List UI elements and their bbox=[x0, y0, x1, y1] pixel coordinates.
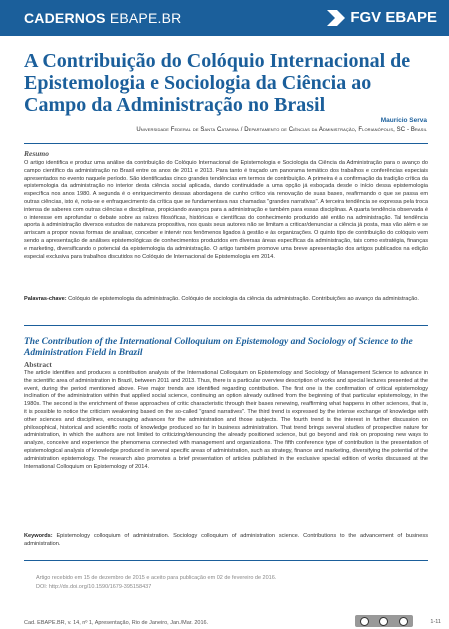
received-date: Artigo recebido em 15 de dezembro de 2015 e aceito para publicação em 02 de fevereiro de 2016. bbox=[36, 575, 277, 581]
english-title: The Contribution of the International Colloquium on Epistemology and Sociology of Science to the Administration Field in Brazil bbox=[24, 337, 413, 358]
resumo-heading: Resumo bbox=[24, 149, 50, 158]
journal-brand-light: EBAPE.BR bbox=[109, 10, 182, 26]
journal-brand bbox=[24, 10, 181, 26]
resumo-keywords-label: Palavras-chave: bbox=[24, 296, 67, 302]
footer-citation: Cad. EBAPE.BR, v. 14, nº 1, Apresentação, Rio de Janeiro, Jan./Mar. 2016. bbox=[24, 620, 209, 626]
fgv-arrow-icon bbox=[327, 10, 345, 26]
doi-label: DOI: bbox=[36, 584, 48, 590]
divider bbox=[24, 325, 428, 326]
abstract-keywords-label: Keywords: bbox=[24, 533, 53, 539]
abstract-heading: Abstract bbox=[24, 360, 52, 369]
author-affiliation: Universidade Federal de Santa Catarina / Departamento de Ciências da Administração, Florianópolis, SC - Brasil bbox=[136, 127, 427, 133]
divider bbox=[24, 143, 428, 144]
publisher-name: FGV EBAPE bbox=[350, 9, 437, 26]
resumo-keywords-text: Colóquio de epistemologia da administração. Colóquio de sociologia da ciência da administração. Contribuições ao avanço da administração. bbox=[68, 296, 419, 302]
abstract-keywords bbox=[24, 533, 428, 549]
abstract-keywords-text: Epistemology colloquium of administration. Sociology colloquium of administration science. Contributions to the advancement of business administration. bbox=[24, 533, 428, 547]
article-title: A Contribuição do Colóquio Internacional de Epistemologia e Sociologia da Ciência ao Campo da Administração no Brasil bbox=[24, 50, 411, 116]
page-number: 1-11 bbox=[430, 619, 441, 625]
author-name: Maurício Serva bbox=[380, 117, 427, 124]
divider bbox=[24, 560, 428, 561]
doi-line bbox=[36, 583, 276, 592]
resumo-keywords bbox=[24, 296, 428, 304]
publisher-logo bbox=[327, 9, 437, 26]
journal-header bbox=[0, 0, 449, 36]
doi-link[interactable]: http://dx.doi.org/10.1590/1679-395158437 bbox=[48, 584, 152, 590]
resumo-body: O artigo identifica e produz uma análise da contribuição do Colóquio Internacional de Epistemologia e Sociologia da Ciência da Administração para o avanço do campo científico da administração no Brasil entre os anos de 2011 e 2013. Para tanto é traçado um panorama temático dos trabalhos e conferências especiais apresentados no evento naquele período. São identificadas cinco grandes tendências em termos de contribuição. A primeira é a confirmação da tradição crítica da epistemologia da administração no interior desta ciência social aplicada, dando continuidade a uma opção já esboçada desde o início dessa epistemologia específica nos anos 1980. A segunda é o enriquecimento dessas abordagens de cunho crítico via renovação de suas bases, reafirmando o que se passa em outras ciências, isto é, nota-se e enfraquecimento da crítica que se fundamentava nas chamadas "grandes narrativas". A terceira tendência se expressa pela troca intensa de saberes com outras ciências e disciplinas, propiciando avanços para a administração e também para essas disciplinas. A quarta tendência observada é o interesse em aprofundar o debate sobre as raízes filosóficas, históricas e científicas do conhecimento produzido até então na administração. Tal tendência aporta à administração diversos estudos de natureza propositiva, nos quais seus autores não se limitam a criticar/denunciar a ciência já posta, mas vão além e se arriscam a propor novas formas de analisar, conceber e intervir nos fenômenos ligados à gestão e às organizações. O quinto tipo de contribuição do colóquio vem sendo a apresentação de análises epistemológicas de conhecimentos produzidos em diversas áreas específicas da administração, tais como estratégia, finanças e marketing, diversificando o potencial da epistemologia da administração. O artigo também promove uma breve apresentação dos artigos publicados na edição especial exclusiva para trabalhos discutidos no Colóquio de Internacional de Epistemologia em 2014. bbox=[24, 160, 428, 260]
article-dates bbox=[36, 574, 276, 592]
abstract-body: The article identifies and produces a contribution analysis of the International Colloquium on Epistemology and Sociology of Management Science to advance in the scientific area of administration in Brazil, between 2011 and 2013. Thus, there is a particular overview description of works and special lectures presented at the event, during the period mentioned above. Five major trends are identified regarding contribution. The first one is the confirmation of critical epistemology inclination of the administration within that applied social science, continuing an option already outlined from the beginning of that particular epistemology, in the 1980s. The second is the enrichment of these approaches of critic characteristic through their bases renewing, reaffirming what happens in other sciences, that is, it is possible to notice the criticism weakening based on the so-called "grand narratives". The third trend is expressed by the intense exchange of knowledge with other sciences and disciplines, encouraging advances for the administration and those subjects. The fourth trend is the interest in further discussion on philosophical, historical and scientific roots of knowledge produced so far in business administration. That trend brings several studies of prospective nature for administration, in which the authors are not limited to criticizing/denouncing the already positioned science, but go beyond and risk on proposing new ways to analyze, conceive and experience the phenomena connected with management and organizations. The fifth conference type of contribution is the presentation of epistemological analysis of knowledge produced in several specific areas of administration, such as strategy, finance and marketing, diversifying the potential of the administration epistemology. The research also promotes a brief presentation of articles published in the exclusive special edition of works discussed at the International Colloquium on Epistemology of 2014. bbox=[24, 370, 429, 470]
creative-commons-icon bbox=[355, 615, 413, 627]
page-footer bbox=[0, 619, 449, 629]
journal-brand-bold: CADERNOS bbox=[24, 10, 106, 26]
